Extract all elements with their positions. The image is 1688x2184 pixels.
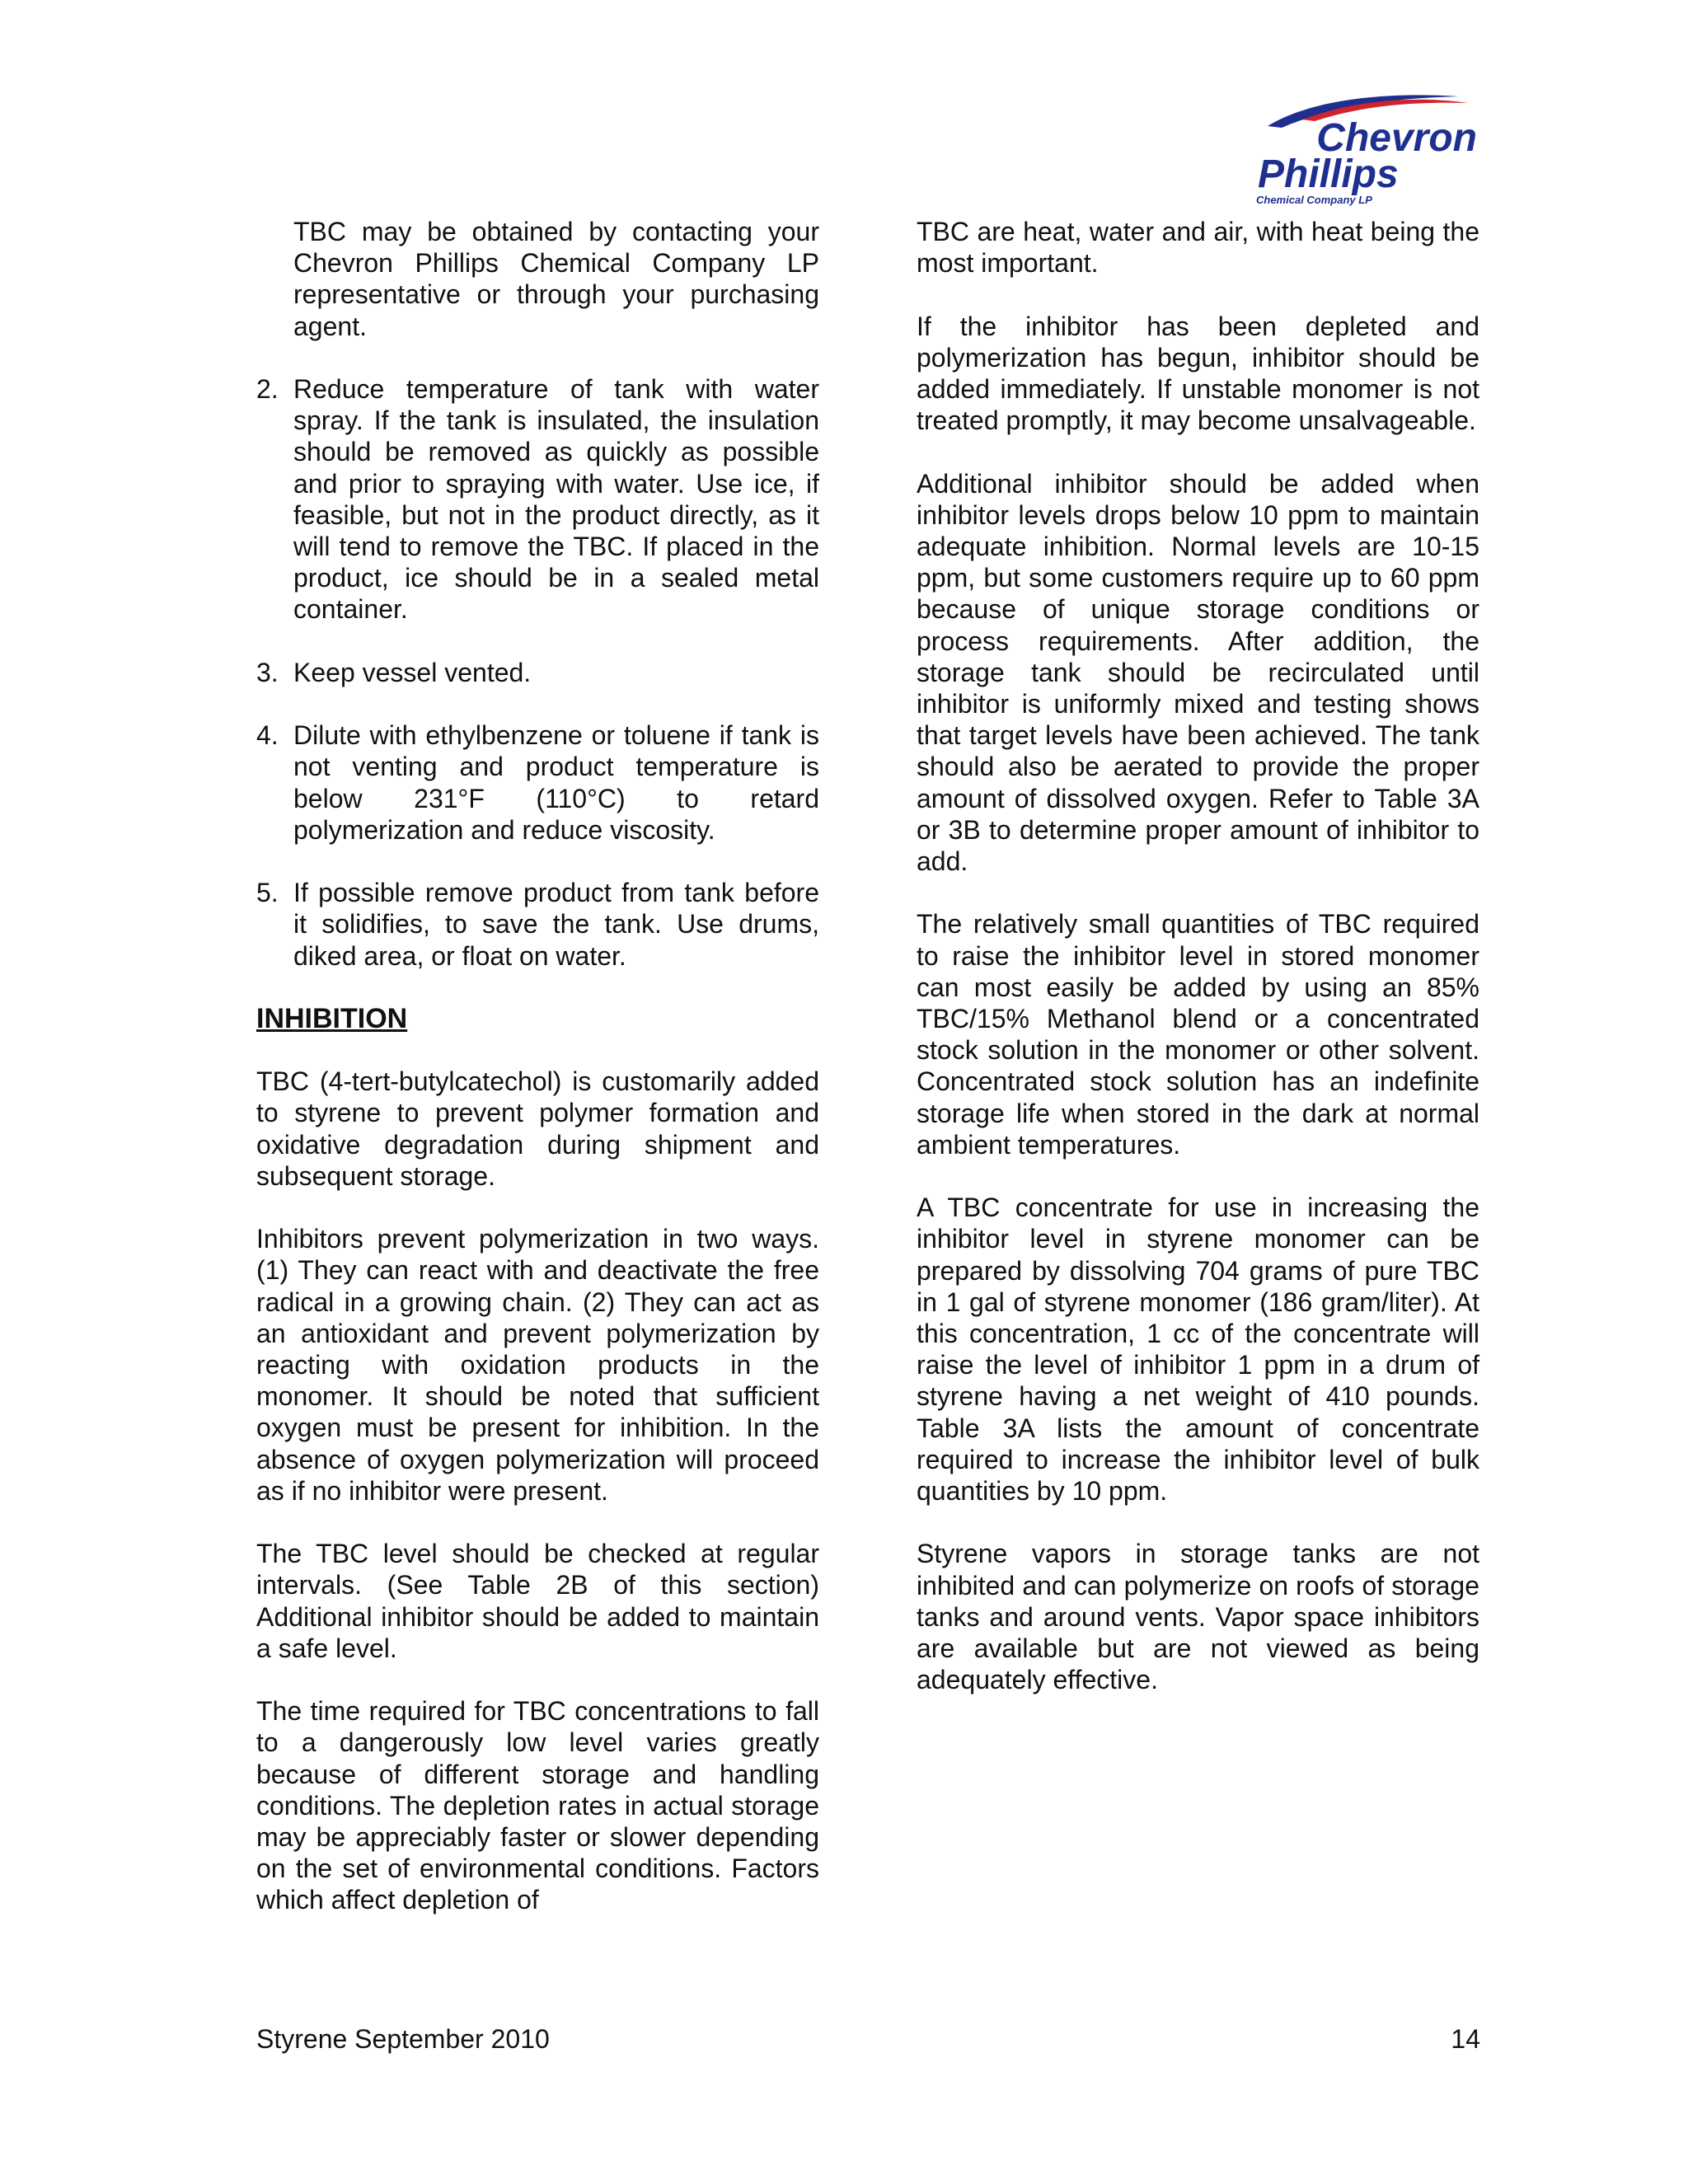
section-heading: INHIBITION <box>256 1003 408 1034</box>
list-item-1-continuation: TBC may be obtained by contacting your Chevron Phillips Chemical Company LP representative or through your purchasing agent. <box>293 217 819 341</box>
list-number: 5. <box>256 878 279 908</box>
paragraph: Styrene vapors in storage tanks are not inhibited and can polymerize on roofs of storage tanks and around vents. Vapor space inhibitors are available but are not viewed as being adequately effective. <box>917 1539 1479 1695</box>
paragraph: A TBC concentrate for use in increasing the inhibitor level in styrene monomer can be prepared by dissolving 704 grams of pure TBC in 1 gal of styrene monomer (186 gram/liter). At this concentration, 1 cc of the concentrate will raise the level of inhibitor 1 ppm in a drum of styrene having a net weight of 410 pounds. Table 3A lists the amount of concentrate required to increase the inhibitor level of bulk quantities by 10 ppm. <box>917 1193 1479 1507</box>
page-number: 14 <box>1451 2024 1480 2054</box>
right-column <box>917 216 1479 1727</box>
logo-line1: Chevron <box>1316 116 1477 160</box>
list-number: 4. <box>256 720 279 751</box>
paragraph: Inhibitors prevent polymerization in two ways. (1) They can react with and deactivate the free radical in a growing chain. (2) They can act as an antioxidant and prevent polymerization by reacting with oxidation products in the monomer. It should be noted that sufficient oxygen must be present for inhibition. In the absence of oxygen polymerization will proceed as if no inhibitor were present. <box>256 1224 819 1506</box>
paragraph: If the inhibitor has been depleted and polymerization has begun, inhibitor should be added immediately. If unstable monomer is not treated promptly, it may become unsalvageable. <box>917 311 1479 436</box>
paragraph: The TBC level should be checked at regular intervals. (See Table 2B of this section) Additional inhibitor should be added to maintain a safe level. <box>256 1539 819 1663</box>
paragraph: The time required for TBC concentrations to fall to a dangerously low level varies greatly because of different storage and handling conditions. The depletion rates in actual storage may be appreciably faster or slower depending on the set of environmental conditions. Factors which affect depletion of <box>256 1696 819 1915</box>
footer-document-title: Styrene September 2010 <box>256 2024 550 2054</box>
list-text: Keep vessel vented. <box>293 657 532 687</box>
list-text: If possible remove product from tank before it solidifies, to save the tank. Use drums, diked area, or float on water. <box>293 878 819 971</box>
paragraph: TBC are heat, water and air, with heat being the most important. <box>917 217 1479 279</box>
list-item <box>256 373 819 626</box>
list-text: Reduce temperature of tank with water spray. If the tank is insulated, the insulation should be removed as quickly as possible and prior to spraying with water. Use ice, if feasible, but not in the product directly, as it will tend to remove the TBC. If placed in the product, ice should be in a sealed metal container. <box>293 374 819 625</box>
left-column <box>256 216 819 1947</box>
list-text: Dilute with ethylbenzene or toluene if tank is not venting and product temperature is below 231°F (110°C) to retard polymerization and reduce viscosity. <box>293 720 819 845</box>
list-item <box>256 877 819 972</box>
paragraph: The relatively small quantities of TBC required to raise the inhibitor level in stored monomer can most easily be added by using an 85% TBC/15% Methanol blend or a concentrated stock solution in the monomer or other solvent. Concentrated stock solution has an indefinite storage life when stored in the dark at normal ambient temperatures. <box>917 909 1479 1160</box>
chevron-phillips-logo <box>1253 87 1484 210</box>
logo-line2: Phillips <box>1258 152 1399 196</box>
list-item <box>256 657 819 688</box>
list-item <box>256 719 819 846</box>
numbered-list <box>256 373 819 972</box>
logo-tagline: Chemical Company LP <box>1256 194 1372 206</box>
list-number: 3. <box>256 657 279 687</box>
paragraph: TBC (4-tert-butylcatechol) is customarily added to styrene to prevent polymer formation and oxidative degradation during shipment and subsequent storage. <box>256 1066 819 1191</box>
paragraph: Additional inhibitor should be added when inhibitor levels drops below 10 ppm to maintain adequate inhibition. Normal levels are 10-15 ppm, but some customers require up to 60 ppm because of unique storage conditions or process requirements. After addition, the storage tank should be recirculated until inhibitor is uniformly mixed and testing shows that target levels have been achieved. The tank should also be aerated to provide the proper amount of dissolved oxygen. Refer to Table 3A or 3B to determine proper amount of inhibitor to add. <box>917 468 1479 877</box>
list-number: 2. <box>256 374 279 404</box>
